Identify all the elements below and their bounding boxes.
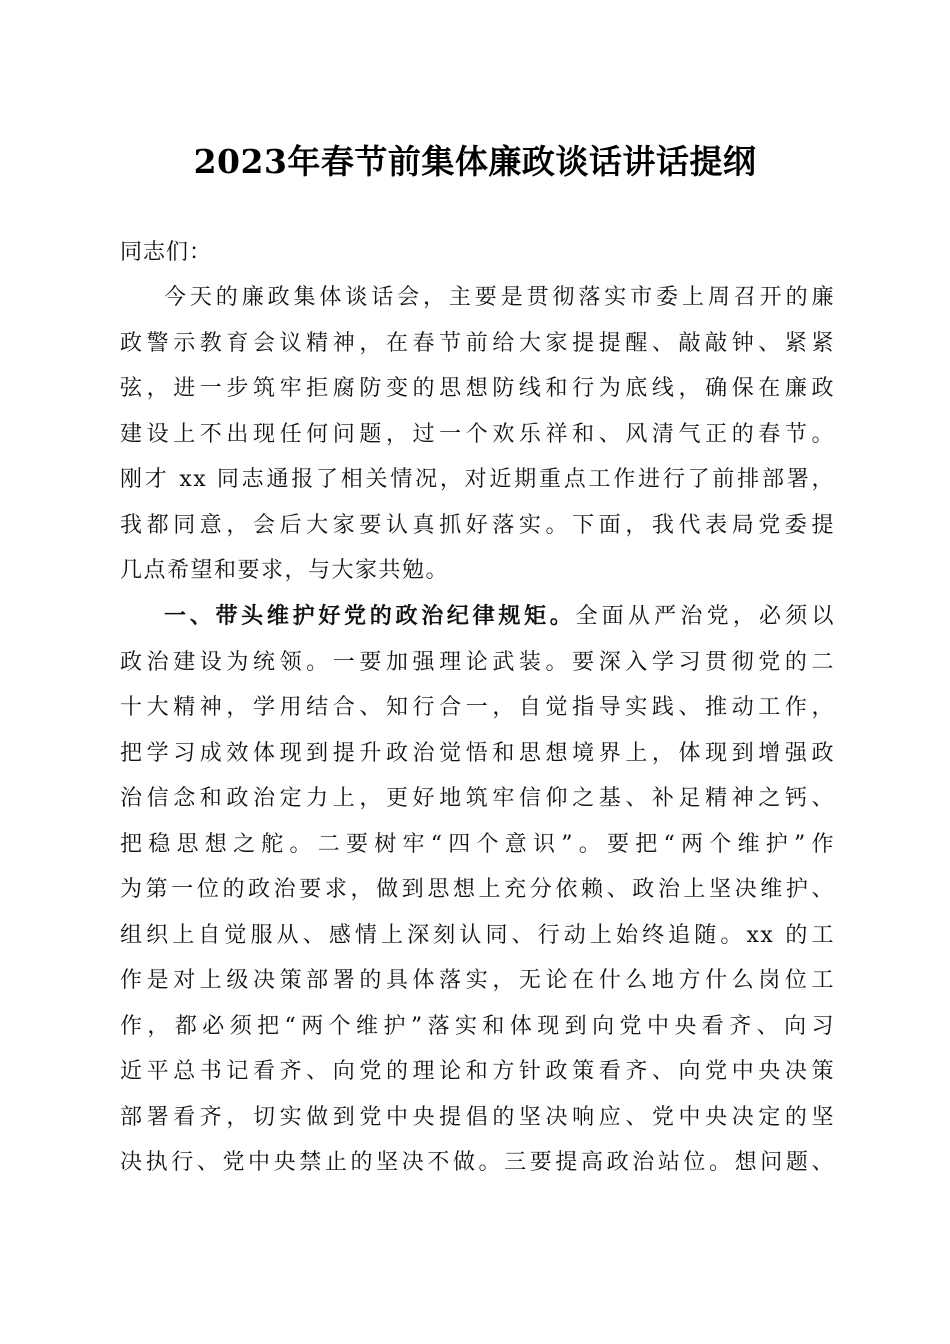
- text-line: 建设上不出现任何问题，过一个欢乐祥和、风清气正的春节。: [120, 421, 835, 447]
- document-title: 2023年春节前集体廉政谈话讲话提纲: [193, 142, 757, 181]
- text-line: 决执行、党中央禁止的坚决不做。三要提高政治站位。想问题、: [120, 1150, 835, 1175]
- text-line: 十大精神，学用结合、知行合一，自觉指导实践、推动工作，: [120, 695, 835, 720]
- text-line: 作是对上级决策部署的具体落实，无论在什么地方什么岗位工: [120, 968, 835, 993]
- text-line: 政治建设为统领。一要加强理论武装。要深入学习贯彻党的二: [120, 649, 835, 675]
- text-line: 今天的廉政集体谈话会，主要是贯彻落实市委上周召开的廉: [164, 285, 835, 310]
- text-line: 我都同意，会后大家要认真抓好落实。下面，我代表局党委提: [120, 512, 835, 538]
- text-line: 把稳思想之舵。二要树牢“四个意识”。要把“两个维护”作: [120, 831, 835, 857]
- text-line: 政警示教育会议精神，在春节前给大家提提醒、敲敲钟、紧紧: [120, 330, 835, 356]
- text-line-with-heading: [120, 594, 835, 640]
- section-heading: 一、带头维护好党的政治纪律规矩。: [164, 604, 576, 629]
- text-line: 近平总书记看齐、向党的理论和方针政策看齐、向党中央决策: [120, 1059, 835, 1084]
- paragraph-intro: [120, 275, 835, 594]
- text-line: 弦，进一步筑牢拒腐防变的思想防线和行为底线，确保在廉政: [120, 376, 835, 401]
- salutation: 同志们：: [120, 240, 213, 265]
- text-line: 组织上自觉服从、感情上深刻认同、行动上始终追随。xx 的工: [120, 922, 835, 948]
- text-line: 刚才 xx 同志通报了相关情况，对近期重点工作进行了前排部署，: [120, 467, 835, 492]
- paragraph-section-one: [120, 594, 835, 1186]
- text-line: 治信念和政治定力上，更好地筑牢信仰之基、补足精神之钙、: [120, 786, 835, 811]
- text-line: 作，都必须把“两个维护”落实和体现到向党中央看齐、向习: [120, 1013, 835, 1039]
- text-line: 为第一位的政治要求，做到思想上充分依赖、政治上坚决维护、: [120, 877, 835, 902]
- text-line: 把学习成效体现到提升政治觉悟和思想境界上，体现到增强政: [120, 740, 835, 766]
- text-line: 部署看齐，切实做到党中央提倡的坚决响应、党中央决定的坚: [120, 1104, 835, 1130]
- text-segment: 全面从严治党，必须以: [575, 604, 835, 629]
- text-line: 几点希望和要求，与大家共勉。: [120, 558, 450, 583]
